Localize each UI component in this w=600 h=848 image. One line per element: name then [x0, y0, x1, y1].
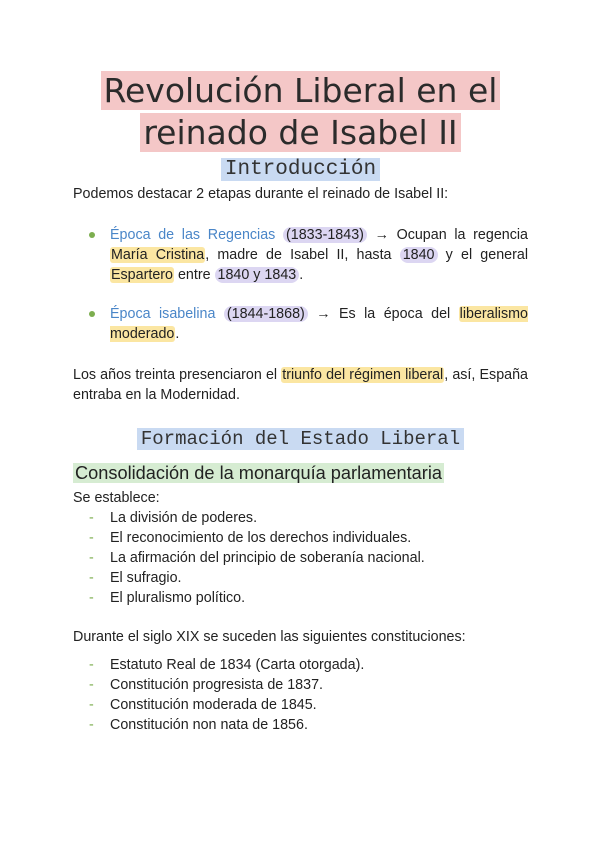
- list-item: - El pluralismo político.: [89, 590, 246, 606]
- list-item: - El reconocimiento de los derechos individuales.: [89, 530, 412, 546]
- bullet-dot: [89, 232, 95, 238]
- constituciones-list: [73, 655, 528, 735]
- formacion-lead: Se establece:: [73, 490, 160, 506]
- bullet-isabelina: Época isabelina (1844-1868) → Es la época del liberalismo moderado.: [73, 304, 528, 344]
- title-line-1: Revolución Liberal en el: [101, 71, 501, 110]
- list-item: - Estatuto Real de 1834 (Carta otorgada).: [89, 657, 365, 673]
- heading-introduccion: Introducción: [73, 156, 528, 184]
- intro-closing: Los años treinta presenciaron el triunfo del régimen liberal, así, España entraba en la Modernidad.: [73, 367, 528, 403]
- list-item: - La división de poderes.: [89, 510, 258, 526]
- bullet-dot: [89, 311, 95, 317]
- list-item: - Constitución progresista de 1837.: [89, 677, 323, 693]
- intro-lead: Podemos destacar 2 etapas durante el reinado de Isabel II:: [73, 186, 449, 202]
- constituciones-lead: Durante el siglo XIX se suceden las siguientes constituciones:: [73, 629, 466, 645]
- list-item: - El sufragio.: [89, 570, 182, 586]
- bullet-regencias: Época de las Regencias (1833-1843) → Ocupan la regencia María Cristina, madre de Isabel II, hasta 1840 y el general Espartero entre 1840 y 1843 .: [73, 225, 528, 285]
- list-item: - La afirmación del principio de soberanía nacional.: [89, 550, 425, 566]
- title-line-2: reinado de Isabel II: [140, 113, 460, 152]
- subheading-consolidacion: Consolidación de la monarquía parlamentaria: [75, 463, 443, 483]
- principios-list: [73, 508, 528, 608]
- list-item: - Constitución non nata de 1856.: [89, 717, 308, 733]
- heading-formacion: Formación del Estado Liberal: [73, 426, 528, 452]
- document-title: [73, 70, 528, 154]
- list-item: - Constitución moderada de 1845.: [89, 697, 317, 713]
